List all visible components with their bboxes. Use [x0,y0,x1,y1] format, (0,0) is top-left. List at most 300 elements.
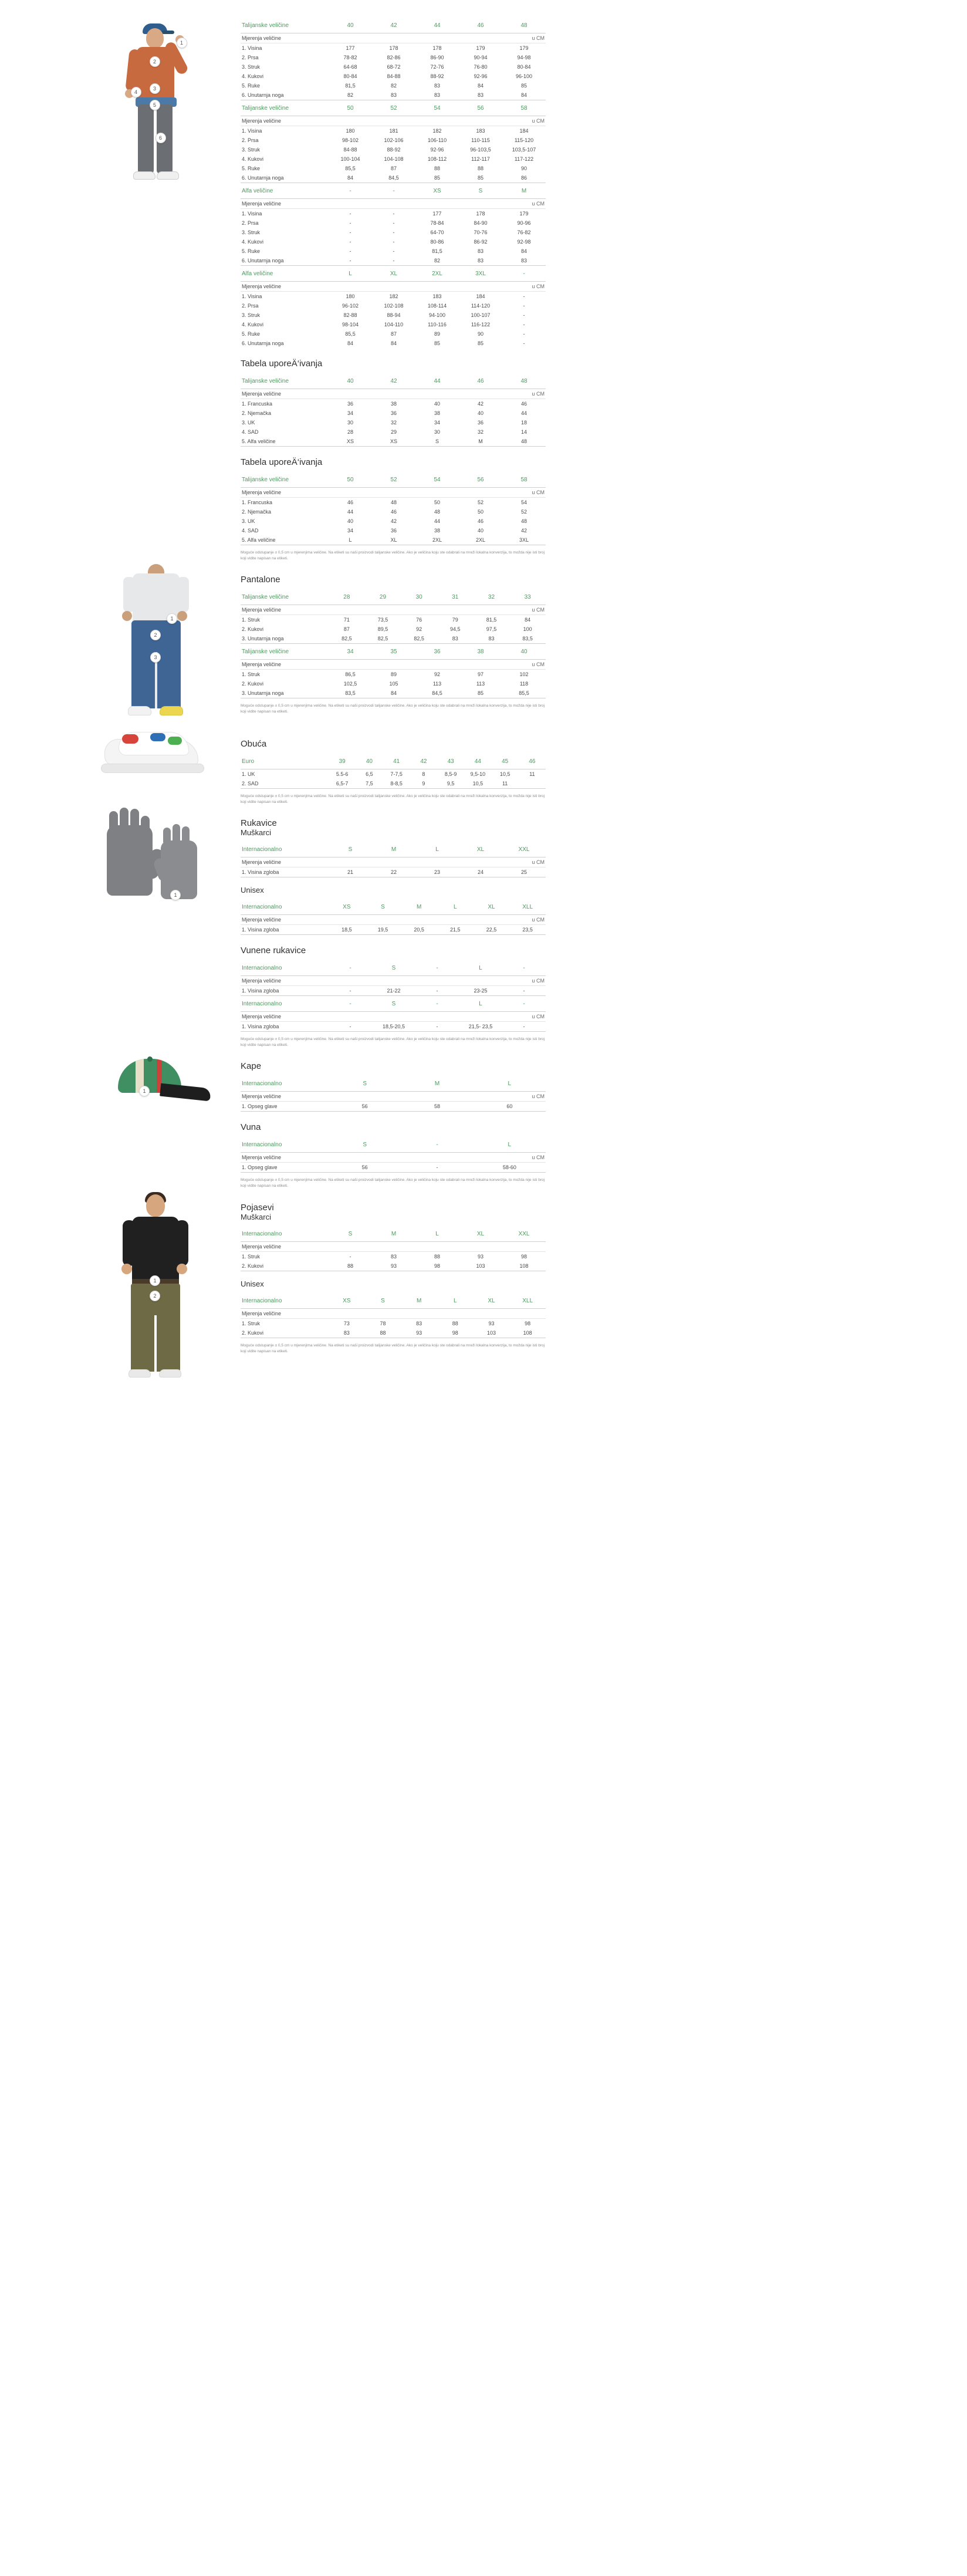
header-size: L [435,846,439,853]
header-label: Internacionalno [242,846,282,853]
cell: 118 [519,681,529,687]
cell: 8 [422,771,425,778]
table-row [241,301,546,310]
belts-tables [241,1192,546,1357]
header-size: S [391,965,396,972]
cell: 32 [390,420,397,426]
row-label: 3. Struk [242,147,261,153]
cell: 108-114 [427,303,447,309]
row-label: 6. Unutarnja noga [241,173,329,183]
cell: - [393,220,395,226]
measure-marker-3[interactable]: 3 [150,83,160,94]
table-row [241,399,546,409]
cell: 84 [347,340,353,346]
spacer-cell [329,660,502,670]
wool-gloves-table-2 [241,996,546,1032]
section-shirts [0,18,967,564]
cell: 21-22 [372,986,415,996]
measure-marker-1[interactable]: 1 [150,1275,160,1286]
row-label: 2. Kukovi [242,626,264,633]
header-size: M [416,904,422,911]
cell: 82-88 [343,312,357,318]
cell: 23 [415,867,459,877]
header-size: 33 [524,594,531,601]
cell: 44 [434,518,440,524]
unit-label [509,1308,546,1318]
table-row [241,408,546,418]
row-label: 2. Prsa [242,303,259,309]
row-label: 1. Visina [242,45,262,51]
header-size: 54 [434,477,441,483]
table-row [241,688,546,698]
cell: 184 [519,128,529,134]
row-label: 3. UK [242,518,255,524]
header-size: 46 [477,22,484,29]
header-size: - [436,1142,438,1149]
cell: 46 [390,509,397,515]
spacer-cell [329,1241,502,1251]
left-arm-shape [123,577,135,612]
left-shoe-shape [129,1369,151,1378]
header-size: 50 [347,105,354,112]
cell: 21 [329,867,372,877]
belts-unisex-table [241,1293,546,1338]
cell: 102,5 [343,681,357,687]
row-label: 5. Ruke [242,166,261,171]
cell: 85 [415,173,459,183]
cell: 89 [434,331,440,337]
cell: 108 [502,1261,546,1271]
measure-marker-4[interactable]: 4 [131,87,141,97]
cell: 92-96 [430,147,444,153]
table-header-row [241,1076,546,1092]
cell: 93 [372,1261,415,1271]
compare-title-2: Tabela uporeÄ‘ivanja [241,457,323,467]
cell: 83 [437,634,474,644]
spacer-cell [329,915,509,925]
header-size: 31 [452,594,459,601]
shirt-size-table-alpha-1 [241,183,546,266]
head-shape [146,1194,165,1217]
header-size: 52 [390,477,397,483]
cell: 64-70 [430,229,444,235]
spacer-cell [329,1153,474,1163]
header-size: - [349,1001,351,1008]
cell: 21,5 [437,925,474,935]
table-row [241,90,546,100]
measure-marker-1[interactable]: 1 [177,38,187,48]
table-row [241,126,546,136]
row-label: 5. Ruke [242,331,261,337]
cell: 78-84 [430,220,444,226]
table-row [241,535,546,545]
header-size: 46 [477,378,484,384]
table-header-row [241,842,546,857]
cell: - [523,340,525,346]
cell: 83,5 [329,688,372,698]
table-row [241,498,546,508]
unit-label: u CM [474,1153,546,1163]
compare-table-1 [241,373,546,447]
table-row [241,218,546,228]
right-shoe-shape [157,171,179,180]
unit-row [241,660,546,670]
table-row [241,679,546,688]
header-size: XL [476,1230,485,1237]
cell: 73,5 [377,617,388,623]
cell: 108-112 [427,156,447,162]
cell: 113 [432,681,442,687]
cell: M [459,437,502,447]
section-belts [0,1192,967,1386]
cell: - [349,239,351,245]
row-label: 4. SAD [242,528,259,534]
table-row [241,986,546,996]
cell: 83 [502,256,546,266]
cell: 93 [477,1253,484,1260]
left-hand-shape [122,611,132,621]
cell: 86-92 [474,239,488,245]
table-row [241,427,546,437]
cell: 88 [365,1328,401,1338]
right-hand-shape [177,611,187,621]
header-size: XLL [522,1297,533,1304]
header-size: S [381,904,385,911]
table-row [241,867,546,877]
cell: - [349,211,351,217]
cell: 38 [434,528,440,534]
header-label: Internacionalno [242,1142,282,1149]
cell: 76-80 [474,64,488,70]
cell: 108 [509,1328,546,1338]
cell: - [415,986,459,996]
figure-gloves [100,808,211,922]
table-header-row [241,100,546,116]
cell: 83 [416,1320,422,1326]
header-size: 44 [434,22,441,29]
table-row [241,1261,546,1271]
cell: 100 [523,626,532,633]
cell: 88-94 [387,312,401,318]
table-header-row [241,589,546,605]
cell: 96-103,5 [470,147,491,153]
hats-illustration [88,1051,223,1112]
cell: 181 [389,128,398,134]
wool-hats-table [241,1137,546,1173]
sneaker-accent-blue [150,733,165,741]
cell: 36 [477,420,484,426]
cell: 98 [415,1261,459,1271]
table-row [241,516,546,526]
row-label: 5. Ruke [242,83,261,89]
table-row [241,507,546,516]
sneaker-sole-shape [101,764,204,773]
header-size: M [391,846,397,853]
header-label: Alfa veličine [242,271,273,277]
cell: 76 [416,617,422,623]
belts-subtitle-unisex: Unisex [241,1279,264,1288]
header-label: Talijanske veličine [242,594,289,601]
cell: S [415,437,459,447]
header-size: L [454,1297,457,1304]
cell: 76-82 [517,229,531,235]
cell: L [329,535,372,545]
cell: 9,5 [437,779,464,789]
header-size: L [454,904,457,911]
figure-sneakers [94,728,217,784]
measure-marker-2[interactable]: 2 [150,56,160,67]
cell: - [523,312,525,318]
header-label: Internacionalno [242,1081,282,1088]
table-row [241,1251,546,1261]
cell: - [393,211,395,217]
cell: 85 [459,688,502,698]
row-label: 4. SAD [242,429,259,435]
table-row [241,1318,546,1328]
cell: 48 [434,509,440,515]
measure-marker-6[interactable]: 6 [155,133,166,143]
measurements-label: Mjerenja veličine [241,282,329,292]
header-size: S [478,188,483,194]
cell: 180 [346,128,355,134]
cell: 38 [434,410,440,416]
cell: 115-120 [514,137,534,143]
gloves-note: Moguće odstupanje ± 0,5 cm u mjerenjima veličine. Na etiketi su naši proizvodi talijanske veličine. Ako je veličina koju ste odabrali na mreži lokalna konverzija, to možda nije isti broj koji vidite napisan na etiketi. [241,1037,545,1048]
cell: 98-102 [342,137,359,143]
header-label: Internacionalno [242,1001,282,1008]
unit-label: u CM [502,199,546,209]
table-header-row [241,183,546,199]
torso-shape [137,47,174,103]
header-size: 39 [339,758,346,765]
header-size: S [348,1230,353,1237]
cell: 36 [347,401,353,407]
measurements-label: Mjerenja veličine [241,1241,329,1251]
row-label: 1. Struk [242,1320,261,1326]
cell: 88 [434,1253,440,1260]
cell: - [401,1163,473,1173]
header-size: 42 [390,378,397,384]
section-hats [0,1051,967,1191]
cell: 104-108 [384,156,404,162]
compare-table-2 [241,472,546,545]
cell: 81,5 [345,83,356,89]
measure-marker-3[interactable]: 3 [150,652,161,663]
unit-row [241,116,546,126]
pants-tables [241,564,546,717]
unit-label: u CM [502,116,546,126]
row-label: 2. Njemačka [242,509,272,515]
cell: - [393,229,395,235]
cell: 70-76 [474,229,488,235]
cell: 85 [477,340,484,346]
cell: 112-117 [471,156,490,162]
header-label: Talijanske veličine [242,105,289,112]
table-header-row [241,960,546,976]
row-label: 2. Prsa [242,220,259,226]
header-size: 40 [347,22,354,29]
header-size: L [508,1142,512,1149]
header-size: 45 [502,758,509,765]
unit-row [241,1092,546,1102]
cell: 29 [390,429,397,435]
gloves-title: Rukavice [241,818,277,829]
measurements-label: Mjerenja veličine [241,199,329,209]
header-label: Talijanske veličine [242,649,289,656]
cell: 32 [477,429,484,435]
table-row [241,925,546,935]
cell: 8,5-9 [444,771,457,778]
cell: 40 [477,528,484,534]
cell: 20,5 [401,925,437,935]
spacer-cell [329,605,509,615]
unit-label: u CM [502,976,546,986]
cell: 28 [347,429,353,435]
cell: 103 [474,1328,510,1338]
cell: 48 [520,518,527,524]
cell: 97 [477,671,484,678]
cell: - [349,220,351,226]
belts-title: Pojasevi [241,1202,274,1213]
header-size: 41 [393,758,400,765]
sneaker-accent-red [122,734,138,744]
header-size: - [523,1001,525,1008]
row-label: 1. Visina [242,293,262,299]
header-size: 35 [390,649,397,656]
cell: 93 [488,1320,495,1326]
table-row [241,1102,546,1112]
table-header-row [241,1293,546,1309]
cell: 34 [347,528,353,534]
table-row [241,320,546,329]
cell: 183 [432,293,442,299]
cell: 11 [529,771,535,778]
unit-label: u CM [502,857,546,867]
header-size: XL [488,1297,495,1304]
header-size: XL [476,846,485,853]
right-hand-shape [177,1264,187,1274]
header-size: 46 [529,758,536,765]
spacer-cell [329,976,502,986]
cell: 88-92 [430,73,444,79]
header-size: 36 [434,649,441,656]
cell: - [415,1022,459,1032]
header-size: S [381,1297,385,1304]
measure-marker-5[interactable]: 5 [150,100,160,110]
shoes-illustration [88,728,223,784]
cell: 72-76 [430,64,444,70]
row-label: 1. Francuska [242,499,273,505]
header-label: Alfa veličine [242,188,273,194]
cell: 83 [477,248,484,254]
hats-illustration-column [0,1051,241,1112]
cell: 90-94 [474,55,488,60]
cell: 84-90 [474,220,488,226]
hats-note: Moguće odstupanje ± 0,5 cm u mjerenjima veličine. Na etiketi su naši proizvodi talijanske veličine. Ako je veličina koju ste odabrali na mreži lokalna konverzija, to možda nije isti broj koji vidite napisan na etiketi. [241,1178,545,1189]
table-row [241,339,546,348]
row-label: 1. Struk [242,671,261,678]
table-row [241,145,546,154]
header-size: S [363,1142,367,1149]
figure-cap [97,1051,214,1112]
measure-marker-2[interactable]: 2 [150,630,161,640]
cell: 83 [329,1328,365,1338]
row-label: 4. Kukovi [242,239,264,245]
cell: 82 [329,90,372,100]
right-shoe-shape [160,706,183,715]
row-label: 1. Visina zgloba [241,986,329,996]
cell: 18,5-20,5 [372,1022,415,1032]
header-size: 40 [347,378,354,384]
cell: 22,5 [474,925,510,935]
table-row [241,418,546,427]
cell: - [523,322,525,328]
cell: 92 [416,626,422,633]
cell: 100-107 [471,312,491,318]
cell: 56 [329,1102,401,1112]
cell: 84 [520,248,527,254]
cell: 21,5- 23,5 [459,1022,502,1032]
row-label: 2. Prsa [242,137,259,143]
header-label: Talijanske veličine [242,378,289,384]
measurements-label: Mjerenja veličine [241,116,329,126]
cell: 90 [477,331,484,337]
gloves-men-table [241,842,546,877]
measure-marker-2[interactable]: 2 [150,1291,160,1301]
measure-marker-1[interactable]: 1 [139,1086,150,1096]
pants-illustration-column [0,564,241,728]
shirt-size-table-2 [241,100,546,183]
measure-marker-1[interactable]: 1 [170,890,181,900]
cell: XS [329,437,372,447]
table-row [241,72,546,81]
table-row [241,769,546,779]
spacer-cell [329,33,502,43]
head-shape [146,28,164,48]
cell: 71 [343,617,350,623]
cell: 18 [520,420,527,426]
table-header-row [241,472,546,488]
cell: 86 [502,173,546,183]
shoes-tables [241,728,546,808]
cell: 82,5 [401,634,437,644]
cell: 44 [520,410,527,416]
spacer-cell [329,389,502,399]
cell: - [329,256,372,266]
cell: 96-100 [515,73,533,79]
header-size: 56 [477,105,484,112]
table-row [241,779,546,789]
spacer-cell [329,1012,502,1022]
table-row [241,237,546,247]
cell: 94-100 [428,312,446,318]
cell: 58-60 [474,1163,546,1173]
cell: 82,5 [365,634,401,644]
cell: 40 [347,518,353,524]
left-hand-shape [121,1264,132,1274]
belts-subtitle-men: Muškarci [241,1212,272,1221]
cell: 84 [372,688,415,698]
measure-marker-1[interactable]: 1 [167,613,177,624]
table-row [241,173,546,183]
table-header-row [241,266,546,282]
unit-label: u CM [502,660,546,670]
cell: 7-7,5 [390,771,403,778]
cell: - [329,986,372,996]
table-row [241,615,546,625]
shoes-title: Obuća [241,739,267,749]
unit-label: u CM [502,1012,546,1022]
